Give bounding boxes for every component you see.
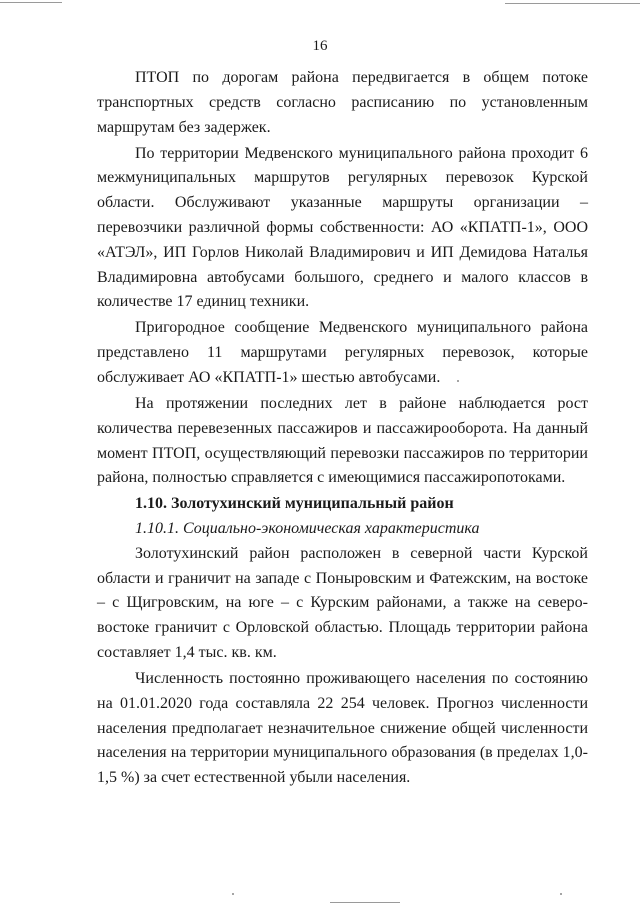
paragraph-suburban-service: Пригородное сообщение Медвенского муниципального района представлено 11 маршрутами регулярных перевозок, которые обслуживает АО «КПАТП-1» шестью автобусами. bbox=[97, 319, 588, 386]
paragraph-population: Численность постоянно проживающего населения по состоянию на 01.01.2020 года составляла 22 254 человек. Прогноз численности населения предполагает незначительное снижение общей численности населения на территории муниципального образования (в пределах 1,0-1,5 %) за счет естественной убыли населения. bbox=[97, 670, 588, 787]
section-subheading: 1.10.1. Социально-экономическая характеристика bbox=[135, 520, 480, 538]
document-body bbox=[97, 66, 588, 792]
paragraph-district-location: Золотухинский район расположен в северной части Курской области и граничит на западе с Поныровским и Фатежским, на востоке – с Щигровским, на юге – с Курским районами, а также на северо-востоке граничит с Орловской областью. Площадь территории района составляет 1,4 тыс. кв. км. bbox=[97, 544, 588, 662]
page-number: 16 bbox=[312, 38, 328, 54]
scan-speck bbox=[232, 893, 234, 895]
scan-speck bbox=[560, 893, 562, 895]
scan-artifact-top-left bbox=[0, 2, 62, 3]
paragraph-passenger-growth: На протяжении последних лет в районе наблюдается рост количества перевезенных пассажиров и пассажирооборота. На данный момент ПТОП, осуществляющий перевозки пассажиров по территории района, полностью справляется с имеющимися пассажиропотоками. bbox=[97, 394, 588, 487]
scan-artifact-top-right bbox=[505, 3, 640, 4]
section-heading: 1.10. Золотухинский муниципальный район bbox=[135, 495, 454, 513]
paragraph-ptop-routes: ПТОП по дорогам района передвигается в общем потоке транспортных средств согласно расписанию по установленным маршрутам без задержек. bbox=[97, 69, 588, 136]
paragraph-intermunicipal-routes: По территории Медвенского муниципального района проходит 6 межмуниципальных маршрутов регулярных перевозок Курской области. Обслуживают указанные маршруты организации – перевозчики различной формы собственности: АО «КПАТП-1», ООО «АТЭЛ», ИП Горлов Николай Владимирович и ИП Демидова Наталья Владимировна автобусами большого, среднего и малого классов в количестве 17 единиц техники. bbox=[97, 144, 588, 311]
scan-artifact-bottom bbox=[330, 902, 400, 903]
